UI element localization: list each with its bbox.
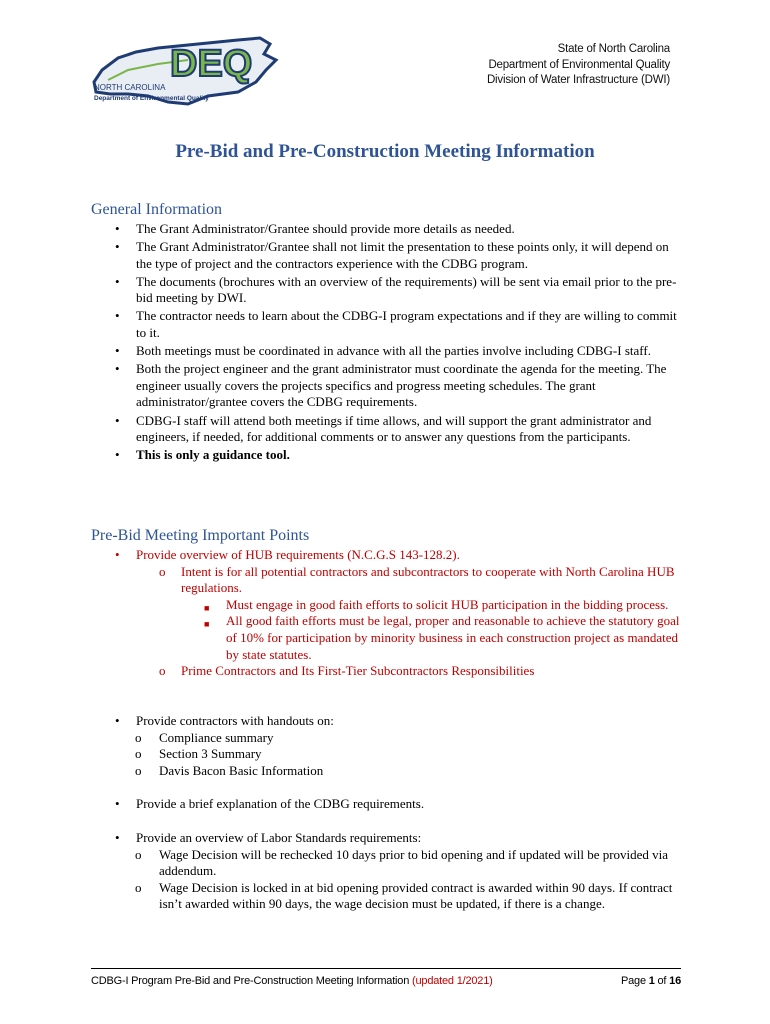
deq-logo [88, 30, 288, 108]
general-info-heading: General Information [91, 201, 223, 218]
list-item: • This is only a guidance tool. [115, 447, 290, 463]
labor-item: • Provide an overview of Labor Standards requirements: [115, 830, 422, 845]
page-footer [91, 968, 681, 987]
list-item: • The documents (brochures with an overview of the requirements) will be sent via email prior to the pre-bid meeting by DWI. [115, 273, 677, 306]
labor-section [91, 830, 681, 913]
nc-state-outline-logo [88, 30, 288, 108]
list-item: • The Grant Administrator/Grantee shall not limit the presentation to these points only, it will depend on the type of project and the contractors experience with the CDBG program. [115, 239, 669, 271]
handout-subitem: o Compliance summary [135, 729, 274, 745]
list-item: • Both the project engineer and the grant administrator must coordinate the agenda for the meeting. The engineer usually covers the projects specifics and progress meeting schedules. The grant administrator/grantee covers the CDBG requirements. [115, 361, 667, 410]
circle-bullet-icon: o [135, 729, 142, 745]
bullet-icon: • [115, 273, 120, 289]
handout-subitem: o Davis Bacon Basic Information [135, 762, 324, 778]
square-bullet-icon: ■ [204, 602, 210, 613]
agency-line: State of North Carolina [557, 43, 670, 55]
bullet-icon: • [115, 239, 120, 255]
list-item: • CDBG-I staff will attend both meetings if time allows, and will support the grant administrator and engineers, if needed, for additional comments or to answer any questions from the participants. [115, 412, 652, 445]
general-info-list [91, 221, 686, 465]
explanation-item: • Provide a brief explanation of the CDBG requirements. [115, 796, 425, 811]
prebid-heading: Pre-Bid Meeting Important Points [91, 527, 310, 544]
bullet-icon: • [115, 361, 120, 377]
bullet-icon: • [115, 547, 120, 562]
footer-page-number: Page 1 of 16 [620, 975, 681, 987]
labor-subitem: o Wage Decision will be rechecked 10 days prior to bid opening and if updated will be provided via addendum. [135, 846, 669, 879]
labor-subitem: o Wage Decision is locked in at bid opening provided contract is awarded within 90 days. If contract isn’t awarded within 90 days, the wage decision must be updated, if there is a change. [135, 879, 673, 912]
hub-item: • Provide overview of HUB requirements (N.C.G.S 143-128.2). [115, 547, 460, 562]
bullet-icon: • [115, 412, 120, 428]
agency-block [487, 42, 670, 89]
circle-bullet-icon: o [135, 846, 142, 862]
agency-line: Division of Water Infrastructure (DWI) [486, 74, 670, 86]
bullet-icon: • [115, 447, 120, 463]
handouts-section [91, 713, 681, 779]
handouts-item: • Provide contractors with handouts on: [115, 713, 334, 728]
circle-bullet-icon: o [135, 746, 142, 762]
bullet-icon: • [115, 830, 120, 845]
hub-subitem: ■ All good faith efforts must be legal, proper and reasonable to achieve the statutory goal of 10% for participation by minority business in each construction project as mandated by state statutes. [204, 613, 680, 662]
hub-subitem: ■ Must engage in good faith efforts to solicit HUB participation in the bidding process. [91, 597, 681, 614]
circle-bullet-icon: o [159, 563, 166, 579]
bullet-icon: • [115, 343, 120, 359]
agency-line: Department of Environmental Quality [488, 58, 670, 71]
circle-bullet-icon: o [159, 663, 166, 679]
hub-section [91, 547, 681, 680]
footer-doc-title: CDBG-I Program Pre-Bid and Pre-Construction Meeting Information (updated 1/2021) [91, 975, 493, 987]
bullet-icon: • [115, 221, 120, 236]
explanation-section [91, 796, 681, 813]
circle-bullet-icon: o [135, 762, 142, 778]
page-title: Pre-Bid and Pre-Construction Meeting Information [175, 141, 595, 162]
hub-intent: o Intent is for all potential contractors and subcontractors to cooperate with North Carolina HUB regulations. [159, 563, 675, 596]
bullet-icon: • [115, 713, 120, 728]
logo-deq-text: DEQ [170, 43, 253, 85]
logo-state-text: NORTH CAROLINA [94, 83, 166, 92]
list-item: • Both meetings must be coordinated in advance with all the parties involve including CDBG-I staff. [115, 343, 651, 359]
logo-dept-text: Department of Environmental Quality [94, 95, 209, 102]
circle-bullet-icon: o [135, 879, 142, 895]
bullet-icon: • [115, 308, 120, 324]
handout-subitem: o Section 3 Summary [135, 746, 262, 762]
bullet-icon: • [115, 796, 120, 811]
hub-prime: o Prime Contractors and Its First-Tier Subcontractors Responsibilities [159, 663, 535, 679]
footer-updated: (updated 1/2021) [412, 975, 493, 987]
square-bullet-icon: ■ [204, 619, 210, 630]
list-item: • The contractor needs to learn about the CDBG-I program expectations and if they are willing to commit to it. [115, 308, 677, 341]
list-item: • The Grant Administrator/Grantee should provide more details as needed. [115, 221, 515, 236]
